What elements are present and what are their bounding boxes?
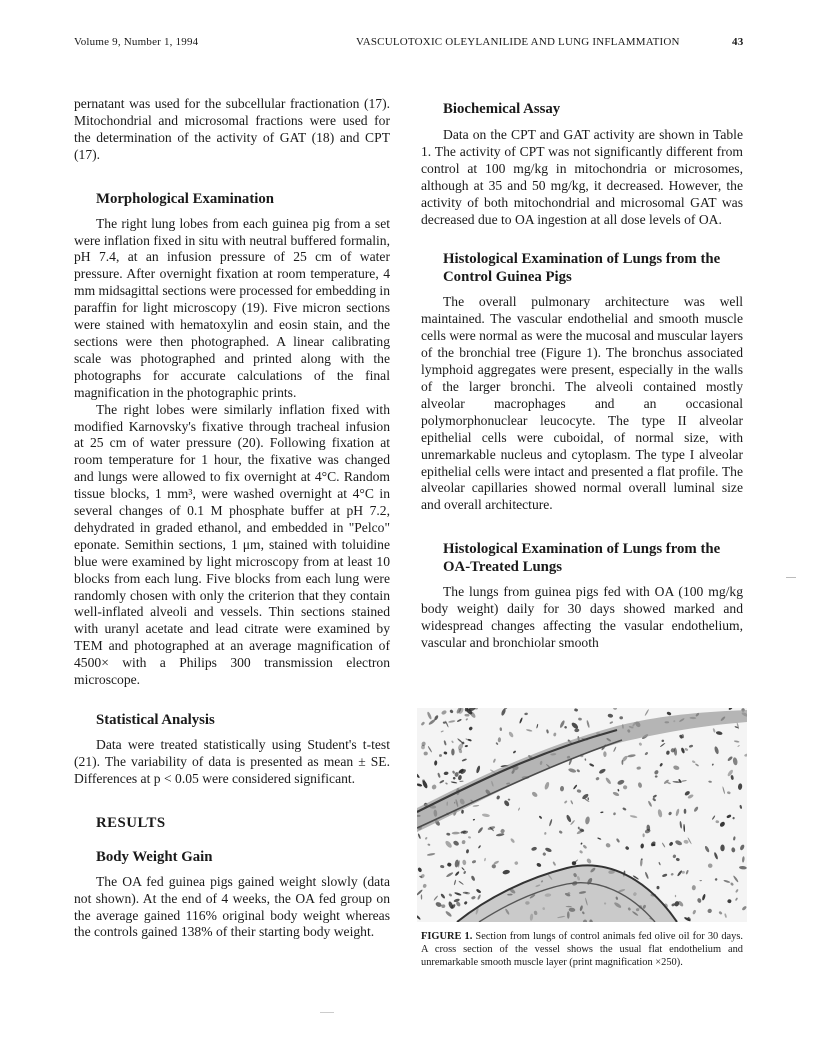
running-header-title: VASCULOTOXIC OLEYLANILIDE AND LUNG INFLAMMATION [356, 36, 680, 48]
histology-control-paragraph: The overall pulmonary architecture was well maintained. The vascular endothelial and smooth muscle cells were normal as were the mucosal and muscular layers of the bronchial tree (Figure 1). The bronchus associated lymphoid aggregates were present, especially in the walls of the larger bronchi. The alveoli contained mostly alveolar macrophages and an occasional polymorphonuclear leucocyte. The type II alveolar epithelial cells were cuboidal, of normal size, with unremarkable nucleus and cytoplasm. The type I alveolar epithelial cells were intact and presented a flat profile. The alveolar capillaries showed normal overall luminal size and overall architecture. [421, 294, 743, 513]
statistics-paragraph: Data were treated statistically using Student's t-test (21). The variability of data is presented as mean ± SE. Differences at p < 0.05 were considered significant. [74, 737, 390, 786]
heading-histology-oa-treated: Histological Examination of Lungs from the OA-Treated Lungs [443, 541, 721, 576]
page-number: 43 [732, 36, 744, 48]
morphology-paragraph-2: The right lobes were similarly inflation fixed with modified Karnovsky's fixative through tracheal infusion at 25 cm of water pressure (20). Following fixation at room temperature for 1 hour, the fixative was changed and lungs were allowed to fix overnight at 4°C. Random tissue blocks, 1 mm³, were washed overnight at 4°C in several changes of 0.1 M phosphate buffer at pH 7.2, dehydrated in graded ethanol, and embedded in "Pelco" eponate. Semithin sections, 1 μm, stained with toluidine blue were examined by light microscopy from at least 10 blocks from each lung. Five blocks from each lung were randomly chosen with only the criterion that they contain well-inflated alveoli and vessels. Thin sections stained with uranyl acetate and lead citrate were examined by TEM and photographed at an average magnification of 4500× with a Philips 300 transmission electron microscope. [74, 401, 390, 688]
intro-paragraph: pernatant was used for the subcellular fractionation (17). Mitochondrial and microsomal fractions were used for the determination of the activity of GAT (18) and CPT (17). [74, 96, 390, 162]
histology-oa-paragraph: The lungs from guinea pigs fed with OA (100 mg/kg body weight) daily for 30 days showed marked and widespread changes affecting the vasular endothelium, vascular and bronchiolar smooth [421, 584, 743, 650]
biochemical-paragraph: Data on the CPT and GAT activity are shown in Table 1. The activity of CPT was not significantly different from control at 100 mg/kg in mitochondria or microsomes, although at 35 and 50 mg/kg, it decreased. However, the activity of both mitochondrial and microsomal GAT was decreased due to OA ingestion at all dose levels of OA. [421, 127, 743, 227]
right-column [421, 96, 743, 969]
figure-1-label: FIGURE 1. [421, 930, 473, 942]
heading-histology-control: Histological Examination of Lungs from the Control Guinea Pigs [443, 251, 721, 286]
figure-1-micrograph [417, 708, 747, 922]
heading-statistical-analysis: Statistical Analysis [96, 712, 215, 728]
scan-mark [320, 1012, 334, 1013]
heading-results: RESULTS [96, 814, 166, 831]
left-column [74, 96, 390, 941]
heading-biochemical-assay: Biochemical Assay [443, 101, 561, 117]
running-header-volume: Volume 9, Number 1, 1994 [74, 36, 199, 48]
figure-1-caption-text: Section from lungs of control animals fed olive oil for 30 days. A cross section of the vessel shows the usual flat endothelium and unremarkable smooth muscle layer (print magnification ×250). [421, 930, 743, 968]
figure-1-caption [421, 930, 743, 969]
heading-morphological-examination: Morphological Examination [96, 190, 274, 207]
heading-body-weight-gain: Body Weight Gain [96, 848, 213, 865]
lung-section-image [417, 708, 747, 922]
body-weight-paragraph: The OA fed guinea pigs gained weight slowly (data not shown). At the end of 4 weeks, the OA fed group on the average gained 116% original body weight whereas the controls gained 138% of their starting body weight. [74, 873, 390, 940]
margin-mark [786, 577, 796, 578]
morphology-paragraph-1: The right lung lobes from each guinea pig from a set were inflation fixed in situ with neutral buffered formalin, pH 7.4, at an infusion pressure of 25 cm of water pressure. After overnight fixation at room temperature, 4 mm midsagittal sections were processed for embedding in paraffin for light microscopy (19). Five micron sections were stained with hematoxylin and eosin stain, and the sections were then photographed. A linear calibrating scale was photographed and printed along with the photographs for accurate calculations of the final magnification in the photographic prints. [74, 215, 390, 400]
